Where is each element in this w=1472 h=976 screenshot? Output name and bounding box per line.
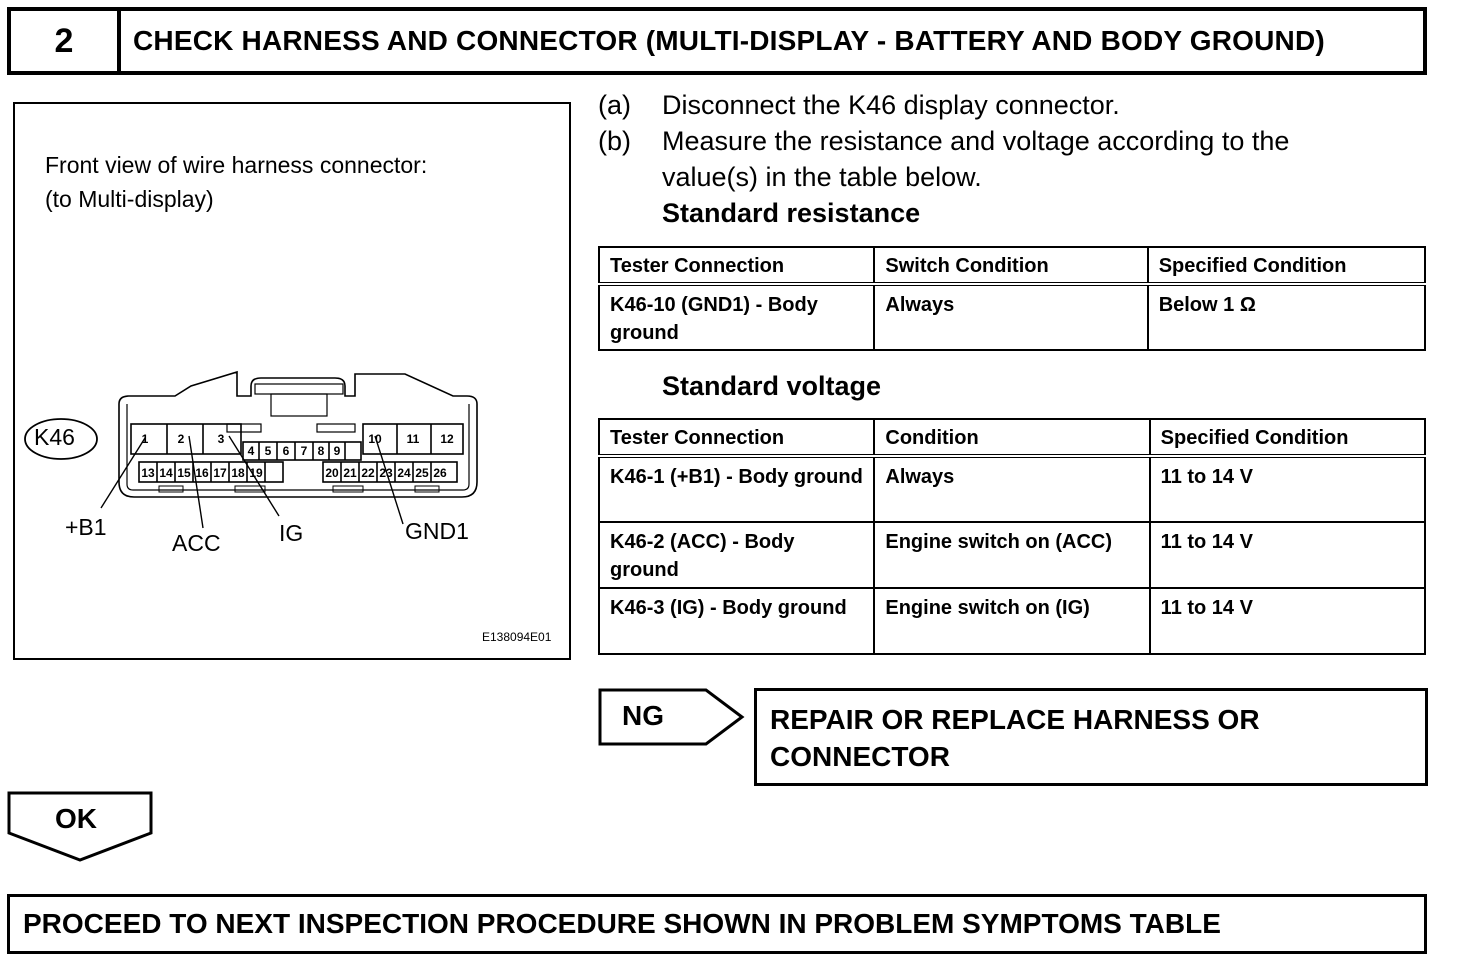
pin-number-19: 19	[249, 466, 263, 480]
voltage-heading: Standard voltage	[662, 371, 882, 401]
pin-number-11: 11	[406, 432, 420, 446]
voltage-cell: 11 to 14 V	[1150, 456, 1425, 522]
step-title: CHECK HARNESS AND CONNECTOR (MULTI-DISPLAY - BATTERY AND BODY GROUND)	[133, 25, 1325, 56]
pin-number-8: 8	[317, 444, 325, 458]
pin-number-5: 5	[264, 444, 272, 458]
pin-number-25: 25	[415, 466, 429, 480]
diagram-caption-line2: (to Multi-display)	[45, 186, 214, 212]
voltage-cell: Always	[874, 456, 1149, 522]
voltage-table	[598, 418, 1426, 655]
ng-result-line2: CONNECTOR	[770, 741, 950, 772]
pin-number-9: 9	[333, 444, 341, 458]
callout-gnd1: GND1	[405, 518, 469, 544]
ok-result-text: PROCEED TO NEXT INSPECTION PROCEDURE SHOWN IN PROBLEM SYMPTOMS TABLE	[23, 908, 1221, 939]
connector-drawing	[15, 104, 569, 658]
callout-acc: ACC	[172, 530, 221, 556]
ng-arrow-shape	[596, 686, 748, 748]
pin-number-1: 1	[141, 432, 149, 446]
voltage-header-tester: Tester Connection	[599, 419, 874, 456]
pin-number-6: 6	[282, 444, 290, 458]
ok-result-box	[7, 894, 1427, 954]
connector-diagram	[13, 102, 571, 660]
resistance-cell: Below 1 Ω	[1148, 284, 1425, 350]
table-row	[599, 588, 1425, 654]
step-header	[7, 7, 1427, 75]
pin-number-12: 12	[440, 432, 454, 446]
table-row	[599, 456, 1425, 522]
leader-gnd1	[375, 436, 403, 524]
table-row	[599, 522, 1425, 588]
voltage-cell: 11 to 14 V	[1150, 588, 1425, 654]
voltage-cell: Engine switch on (ACC)	[874, 522, 1149, 588]
pin-number-15: 15	[177, 466, 191, 480]
connector-id-label: K46	[34, 424, 75, 450]
resistance-header-switch: Switch Condition	[874, 247, 1147, 284]
voltage-cell: 11 to 14 V	[1150, 522, 1425, 588]
diagram-caption-line1: Front view of wire harness connector:	[45, 152, 428, 178]
pin-number-16: 16	[195, 466, 209, 480]
resistance-heading: Standard resistance	[662, 198, 921, 228]
pin-number-22: 22	[361, 466, 375, 480]
resistance-cell: K46-10 (GND1) - Body ground	[599, 284, 874, 350]
voltage-cell: K46-1 (+B1) - Body ground	[599, 456, 874, 522]
resistance-cell: Always	[874, 284, 1147, 350]
voltage-cell: K46-3 (IG) - Body ground	[599, 588, 874, 654]
voltage-cell: K46-2 (ACC) - Body ground	[599, 522, 874, 588]
instruction-a-text: Disconnect the K46 display connector.	[662, 90, 1120, 120]
pin-number-10: 10	[368, 432, 382, 446]
pin-number-26: 26	[433, 466, 447, 480]
voltage-cell: Engine switch on (IG)	[874, 588, 1149, 654]
instruction-b-line1: Measure the resistance and voltage according to the	[662, 126, 1290, 156]
ng-result-line1: REPAIR OR REPLACE HARNESS OR	[770, 704, 1260, 735]
table-row	[599, 284, 1425, 350]
pin-number-13: 13	[141, 466, 155, 480]
pin-number-23: 23	[379, 466, 393, 480]
pin-number-2: 2	[177, 432, 185, 446]
figure-code: E138094E01	[482, 630, 552, 644]
resistance-header-specified: Specified Condition	[1148, 247, 1425, 284]
step-number: 2	[11, 11, 121, 71]
pin-number-17: 17	[213, 466, 227, 480]
pin-number-4: 4	[247, 444, 255, 458]
pin-number-24: 24	[397, 466, 411, 480]
pin-number-3: 3	[217, 432, 225, 446]
pin-number-20: 20	[325, 466, 339, 480]
pin-number-21: 21	[343, 466, 357, 480]
callout-ig: IG	[279, 520, 304, 546]
instruction-b-marker: (b)	[598, 126, 631, 156]
instruction-a-marker: (a)	[598, 90, 631, 120]
ok-label: OK	[55, 803, 97, 834]
voltage-header-specified: Specified Condition	[1150, 419, 1425, 456]
resistance-table	[598, 246, 1426, 351]
pin-number-7: 7	[300, 444, 308, 458]
ng-label: NG	[622, 700, 664, 731]
resistance-header-tester: Tester Connection	[599, 247, 874, 284]
callout-b1: +B1	[65, 514, 107, 540]
voltage-header-condition: Condition	[874, 419, 1149, 456]
instruction-b-line2: value(s) in the table below.	[662, 162, 982, 192]
pin-number-14: 14	[159, 466, 173, 480]
pin-number-18: 18	[231, 466, 245, 480]
ng-result-box	[754, 688, 1428, 786]
